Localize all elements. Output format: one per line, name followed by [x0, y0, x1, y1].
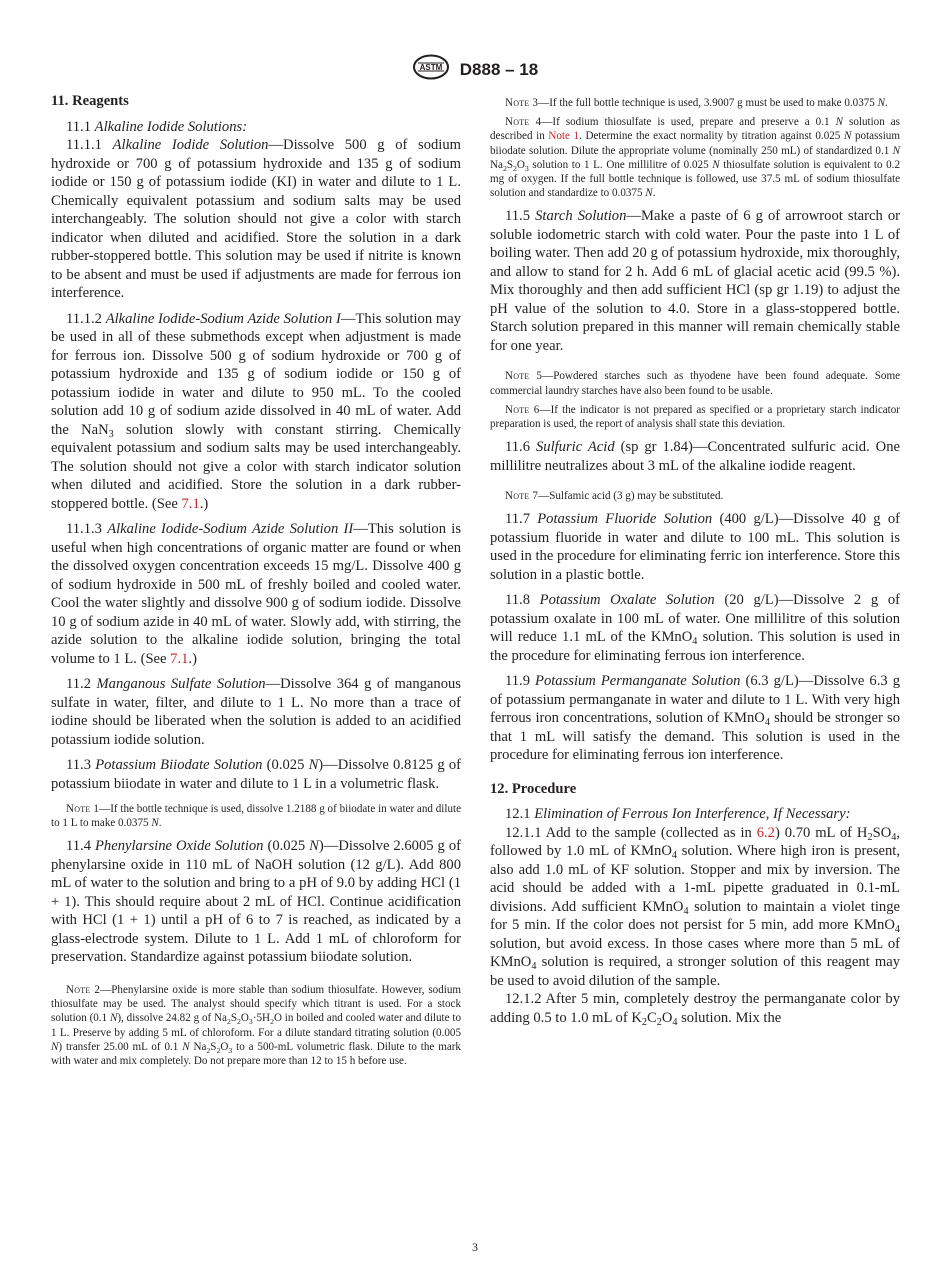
normality: N: [151, 817, 159, 830]
para-11-3: [51, 756, 461, 793]
title: Starch Solution: [535, 208, 627, 225]
sub: 4: [692, 636, 698, 648]
text: O: [661, 1009, 673, 1026]
text: .): [199, 495, 209, 512]
sub: 3: [228, 1045, 233, 1055]
note-6: [490, 403, 900, 431]
sub: 4: [894, 924, 900, 936]
normality: N: [109, 1012, 118, 1025]
note-label: Note 6: [505, 403, 540, 416]
normality: N: [182, 1040, 190, 1053]
sub: 4: [531, 961, 537, 973]
text: solution. Mix the: [677, 1009, 782, 1026]
text: .: [158, 817, 162, 830]
sub: 2: [641, 1016, 647, 1028]
sub: 4: [764, 717, 770, 729]
sub: 4: [891, 831, 897, 843]
para-12-1-1: [490, 824, 900, 991]
title: Manganous Sulfate Solution: [96, 676, 266, 692]
normality: N: [877, 97, 886, 109]
text: —This solution may be used in all of these submethods except when adjustment is made for ferrous ion. Dissolve 500 g of sodium hydroxide or 700 g of potassium hydroxide and 135 g of sodium iodide or 150 g of potassium iodide in water and dilute to 950 mL. To the cooled solution add 10 g of sodium azide dissolved in 40 mL of water. Add the NaN: [51, 310, 462, 438]
link-6-2[interactable]: 6.2: [756, 824, 775, 841]
sub: 2: [206, 1045, 211, 1055]
text: should be stronger so that 1 mL will satisfy the demand. This solution is used in the procedure for eliminating ferrous ion interference.: [490, 710, 900, 764]
title: Alkaline Iodide-Sodium Azide Solution I: [105, 310, 341, 327]
title: Potassium Permanganate Solution: [535, 673, 741, 690]
normality: N: [835, 116, 843, 129]
text: 11.1.2: [66, 310, 106, 327]
sub: 2: [237, 1017, 241, 1027]
section-11-heading: 11. Reagents: [51, 93, 129, 109]
text: . Determine the exact normality by titration against 0.025: [579, 130, 844, 143]
text: 12.1.2 After 5 min, completely destroy the permanganate color by adding 0.5 to 1.0 mL of K: [490, 991, 900, 1026]
text: solution to maintain a violet tinge for 5 min. If the color does not persist for 5 min, add more KMnO: [490, 898, 900, 934]
text: 11.7: [505, 511, 538, 528]
text: thiosulfate solution is equivalent to 0.2 mg of oxygen. If the full bottle technique is followed, use 37.5 mL of sodium thiosulfate solution and standardize to 0.0375: [490, 158, 901, 200]
note-label: Note 3: [505, 97, 539, 109]
para-11-4: [51, 837, 461, 967]
text: ), dissolve 24.82 g of Na: [117, 1012, 227, 1025]
title: Elimination of Ferrous Ion Interference, If Necessary:: [534, 806, 851, 823]
para-11-6: [490, 438, 900, 475]
title: Potassium Fluoride Solution: [537, 511, 713, 528]
text: —If sodium thiosulfate is used, prepare and preserve a 0.1: [541, 116, 836, 129]
text: .): [188, 650, 197, 667]
title: Phenylarsine Oxide Solution: [95, 838, 264, 855]
right-column: [490, 96, 900, 1027]
note-label: Note 1: [66, 803, 100, 815]
text: O: [516, 158, 525, 171]
para-12-1: [490, 805, 900, 824]
text: —If the indicator is not prepared as specified or a proprietary starch indicator preparation is used, the report of analysis shall state this deviation.: [490, 403, 900, 431]
para-11-1-1: [51, 136, 461, 303]
sub: 2: [226, 1017, 231, 1027]
title: Alkaline Iodide Solutions:: [94, 118, 248, 135]
text: potassium biiodate solution. Dilute the appropriate volume (nominally 250 mL) of standardized 0.1: [490, 130, 900, 157]
text: 11.2: [66, 676, 97, 692]
note-1: [51, 802, 461, 830]
text: 11.8: [505, 592, 540, 609]
text: —This solution is useful when high concentrations of organic matter are found or when the dissolved oxygen concentration exceeds 15 mg/L. Dissolve 400 g of sodium hydroxide in 500 mL of freshly boiled and cooled water. Cool the water slightly and dissolve 900 g of sodium iodide. Dissolve 10 g of sodium azide in 40 mL of water. Slowly add, with stirring, the azide solution to the alkaline iodide solution, bringing the total volume to 1 L. (See: [51, 521, 461, 667]
link-7-1[interactable]: 7.1: [170, 650, 189, 667]
note-5: [490, 369, 900, 397]
text: solution as described in: [490, 116, 900, 143]
text: 11.9: [505, 673, 536, 690]
sub: 2: [502, 163, 507, 173]
sub: 2: [656, 1016, 662, 1028]
text: —Dissolve 364 g of manganous sulfate in water, filter, and dilute to 1 L. No more than a trace of iodine should be liberated when the solution is added to an acidified potassium iodide solution.: [51, 676, 461, 748]
text: 11.3: [66, 757, 96, 773]
page-header: [0, 54, 950, 85]
sub: 4: [671, 850, 677, 862]
normality: N: [712, 158, 720, 171]
para-11-7: [490, 510, 900, 584]
text: ) 0.70 mL of H: [774, 824, 868, 841]
text: —Dissolve 500 g of sodium hydroxide or 700 g of potassium hydroxide and 135 g of sodium iodide or 150 g of potassium iodide (KI) in water and dilute to 1 L. Chemically equivalent potassium and sodium salts may be used interchangeably. The solution should not give a color with starch indicator when diluted and acidified. Store the solution in a dark rubber-stoppered bottle. This solution may be used if nitrite is known to be absent and must be used if adjustments are made for ferrous ion interference.: [51, 137, 461, 301]
para-11-1-2: [51, 310, 461, 514]
sub: 2: [216, 1045, 221, 1055]
document-designation: D888 – 18: [459, 59, 539, 79]
text: S: [230, 1012, 238, 1025]
text: —If the full bottle technique is used, 3.9007 g must be used to make 0.0375: [538, 97, 878, 109]
sub: 2: [270, 1017, 274, 1027]
text: Na: [490, 158, 503, 171]
para-11-5: [490, 207, 900, 355]
text: (0.025: [262, 757, 309, 773]
note-label: Note 5: [505, 370, 543, 383]
text: (20 g/L)—Dissolve 2 g of potassium oxalate in 100 mL of water. One millilitre of this solution will reduce 1.1 mL of the KMnO: [490, 592, 900, 646]
text: solution to 1 L. One millilitre of 0.025: [528, 158, 713, 171]
text: 11.4: [66, 838, 95, 855]
normality: N: [308, 757, 319, 773]
normality: N: [309, 838, 319, 855]
sub: 3: [108, 428, 114, 440]
text: —Sulfamic acid (3 g) may be substituted.: [538, 490, 724, 503]
text: ) transfer 25.00 mL of 0.1: [58, 1040, 183, 1053]
text: Na: [189, 1040, 207, 1053]
sub: 3: [524, 163, 529, 173]
title: Alkaline Iodide Solution: [112, 137, 269, 153]
sub: 4: [683, 905, 689, 917]
astm-logo-icon: [412, 54, 450, 85]
title: Sulfuric Acid: [535, 439, 615, 456]
text: S: [506, 158, 513, 171]
text: )—Dissolve 2.6005 g of phenylarsine oxide in 110 mL of NaOH solution (12 g/L). Add 800 mL of water to the solution and bring to a pH of 9.0 by adding HCl (1 + 1). This should require about 2 mL of HCl. Continue acidification with HCl (1 + 1) until a pH of 6 to 7 is reached, as indicated by a glass-electrode system. Dilute to 1 L. Add 1 mL of chloroform for preservation. Standardize against potassium biiodate solution.: [51, 838, 461, 966]
text: 11.1: [66, 118, 95, 135]
text: —Make a paste of 6 g of arrowroot starch or soluble iodometric starch with cold water. Pour the paste into 1 L of boiling water. Then add 20 g of potassium hydroxide, mix thoroughly, and allow to stand for 2 h. Add 6 mL of glacial acetic acid (99.5 %). Mix thoroughly and then add sufficient HCl (sp gr 1.19) to adjust the pH value of the solution to 4.0. Store in a glass-stoppered bottle. Starch solution prepared in this manner will remain chemically stable for one year.: [490, 208, 900, 354]
note-4: [490, 115, 900, 200]
para-11-8: [490, 591, 900, 665]
text: —Phenylarsine oxide is more stable than sodium thiosulfate. However, sodium thiosulfate may be used. The analyst should specify which titrant is used. For a stock solution (0.1: [51, 983, 461, 1025]
title: Potassium Oxalate Solution: [539, 592, 715, 609]
title: Alkaline Iodide-Sodium Azide Solution II: [107, 521, 354, 537]
section-12-heading: 12. Procedure: [490, 780, 577, 797]
text: to a 500-mL volumetric flask. Dilute to the mark with water and mix completely. Do not prepare more than 12 to 15 h before use.: [51, 1040, 461, 1067]
text: solution. This solution is used in the procedure for eliminating ferrous ion interference.: [490, 629, 900, 664]
para-11-1-3: [51, 520, 461, 668]
text: C: [646, 1009, 657, 1026]
note-label: Note 2: [66, 983, 101, 996]
text: ·5H: [252, 1012, 271, 1025]
text: 11.6: [505, 439, 536, 456]
text: (sp gr 1.84)—Concentrated sulfuric acid. One millilitre neutralizes about 3 mL of the alkaline iodide reagent.: [490, 439, 901, 474]
normality: N: [843, 130, 852, 143]
sub: 2: [513, 163, 517, 173]
link-note-1[interactable]: Note 1: [548, 130, 580, 143]
normality: N: [892, 144, 900, 157]
text: solution. Where high iron is present, also add 1.0 mL of KF solution. Stopper and mix by inversion. The acid should be added with a 1-mL pipette graduated in 0.1-mL divisions. Add sufficient KMnO: [490, 843, 901, 915]
note-label: Note 4: [505, 116, 542, 129]
para-11-1: [51, 118, 461, 137]
para-12-1-2: [490, 990, 900, 1027]
note-7: [490, 489, 900, 503]
sub: 2: [867, 831, 873, 843]
sub: 3: [248, 1017, 253, 1027]
note-2: [51, 983, 461, 1068]
text: —Powdered starches such as thyodene have been found adequate. Some commercial laundry starches have also been found to be usable.: [490, 370, 900, 397]
text: , followed by 1.0 mL of KMnO: [490, 824, 900, 860]
text: SO: [872, 824, 892, 841]
normality: N: [51, 1040, 59, 1053]
text: 11.5: [505, 208, 536, 225]
para-11-9: [490, 672, 900, 765]
page-number: 3: [472, 1240, 478, 1254]
para-11-2: [51, 675, 461, 749]
text: O: [240, 1012, 249, 1025]
text: solution is required, a stronger solution of this reagent may be used to avoid dilution of the sample.: [490, 954, 900, 989]
text: 11.1.3: [66, 521, 108, 537]
title: Potassium Biiodate Solution: [95, 757, 263, 773]
text: .: [652, 187, 656, 200]
left-column: [51, 92, 461, 1068]
text: (400 g/L)—Dissolve 40 g of potassium fluoride in water and dilute to 100 mL. This solution is used in the procedure for eliminating ferric ion interference. Store this solution in a plastic bottle.: [490, 511, 900, 583]
text: solution slowly with constant stirring. Chemically equivalent potassium and sodium salts may be used interchangeably. The solution should not give a color with starch indicator solution when diluted and acidified. Store the solution in a dark rubber-stoppered bottle. (See: [51, 421, 461, 512]
text: 12.1: [505, 806, 535, 823]
text: O: [220, 1040, 229, 1053]
text: solution, but avoid excess. In those cases where more than 5 mL of KMnO: [490, 935, 900, 971]
text: (6.3 g/L)—Dissolve 6.3 g of potassium permanganate in water and dilute to 1 L. With very high ferrous iron concentrations, solution of KMnO: [490, 673, 900, 727]
link-7-1[interactable]: 7.1: [181, 495, 200, 512]
text: .: [885, 97, 888, 109]
text: (0.025: [263, 838, 310, 855]
logo-text: ASTM: [419, 63, 443, 72]
text: O in boiled and cooled water and dilute to 1 L. Preserve by adding 5 mL of chloroform. For a dilute standard titrating solution (0.005: [51, 1012, 461, 1039]
note-label: Note 7: [505, 490, 539, 503]
text: 12.1.1 Add to the sample (collected as in: [505, 824, 757, 841]
note-3: [490, 96, 900, 110]
normality: N: [645, 187, 653, 200]
text: )—Dissolve 0.8125 g of potassium biiodate in water and dilute to 1 L in a volumetric flask.: [51, 757, 461, 792]
sub: 4: [672, 1016, 678, 1028]
text: S: [210, 1040, 217, 1053]
text: 11.1.1: [66, 137, 113, 153]
text: —If the bottle technique is used, dissolve 1.2188 g of biiodate in water and dilute to 1 L to make 0.0375: [51, 803, 461, 830]
